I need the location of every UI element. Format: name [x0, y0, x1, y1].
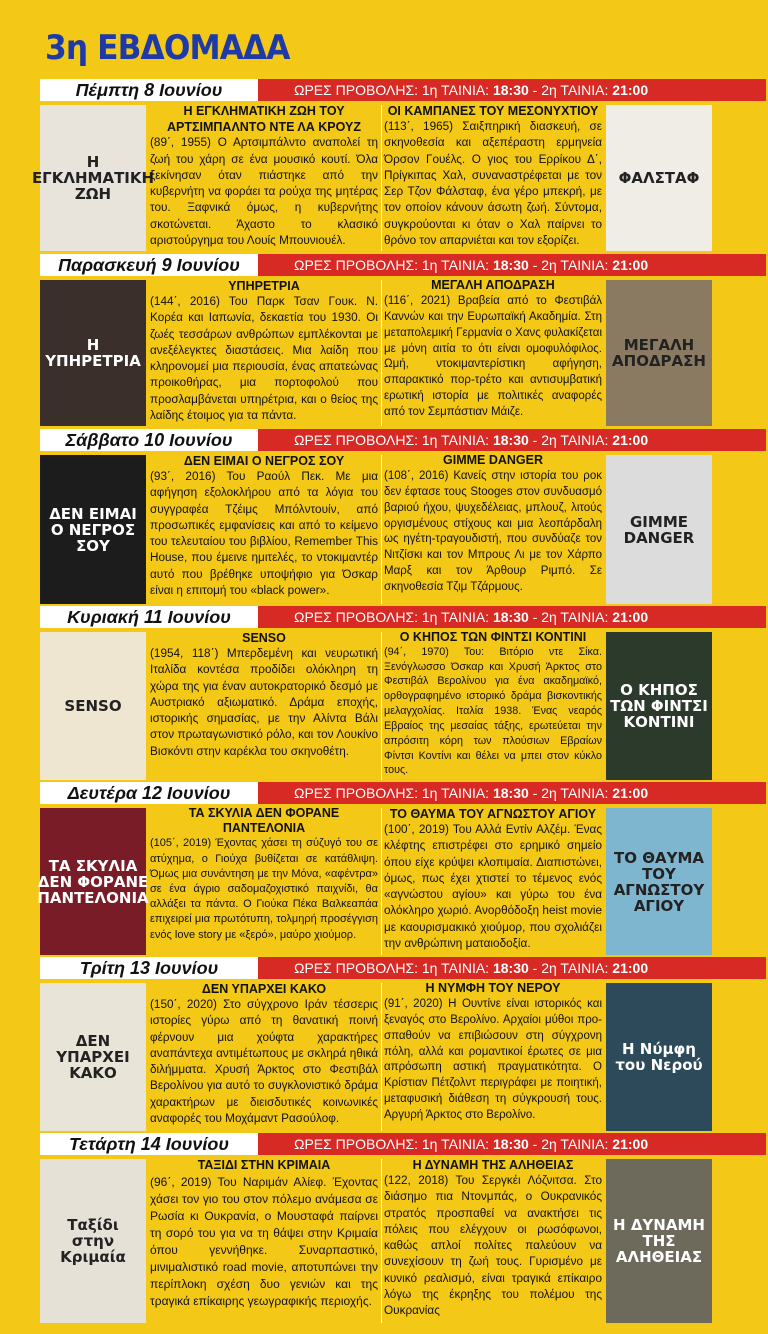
showtimes-prefix: ΩΡΕΣ ΠΡΟΒΟΛΗΣ: 1η ΤΑΙΝΙΑ: [294, 609, 493, 625]
showtimes [258, 1133, 766, 1155]
showtimes-prefix: ΩΡΕΣ ΠΡΟΒΟΛΗΣ: 1η ΤΑΙΝΙΑ: [294, 785, 493, 801]
showtimes [258, 957, 766, 979]
film-poster [606, 455, 712, 604]
showtime-second: 21:00 [612, 257, 649, 273]
film-description: (105΄, 2019) Έχοντας χάσει τη σύζυγό του σε ατύχημα, ο Γιούχα βυθίζεται σε κατάθλιψη. Όμως μια συνάντηση με την Μόνα, «αφέντρα» σε ένα άγριο σαδομαζοχιστικό παιχνίδι, θα αλλάξει τα πάντα. Ο Γιούκα Πέκα Βαλκεαπάα επιχειρεί μια πρωτότυπη, τολμηρή προσέγγιση ενός love story με «ξερό», μαύρο χιούμορ. [150, 837, 378, 941]
film-title: GIMME DANGER [443, 453, 543, 467]
poster-title: ΔΕΝ ΕΙΜΑΙ Ο ΝΕΓΡΟΣ ΣΟΥ [49, 504, 137, 555]
showtimes-mid: - 2η ΤΑΙΝΙΑ: [528, 1136, 613, 1152]
film-description: (91΄, 2020) Η Ουντίνε είναι ιστορικός και ξεναγός στο Βερολίνο. Αρχαίοι μύθοι προ-σπαθούν να επιβιώσουν στη σύγχρονη πόλη, αλλά και ρομαντικοί έρωτες σε μια απρόσωπη αστική πραγματικότητα. Ο Κρίστιαν Πέτζολντ περιγράφει με ποιητική, μεταφυσική διάθεση τη σύγκρουσή τους. Αργυρή Άρκτος στο Βερολίνο. [384, 997, 602, 1121]
film-description: (122, 2018) Του Σεργκέι Λόζνιτσα. Στο διάσημο πια Ντονμπάς, ο Ουκρανικός στρατός προσπαθεί να ανακτήσει τις πόλεις που ελέγχουν οι ρωσόφωνοι, καθώς απλοί πολίτες παλεύουν να συνεχίσουν τη ζωή τους. Γυρισμένο με κυνικό ρεαλισμό, είναι τραγικά επίκαιρο λόγω της έκρηξης του πολέμου της Ουκρανίας [384, 1174, 602, 1317]
film-poster [37, 808, 149, 955]
film-description: (116΄, 2021) Βραβεία από το Φεστιβάλ Καννών και την Ευρωπαϊκή Ακαδημία. Στη μεταπολεμική Γερμανία ο Χανς φυλακίζεται με μόνη αιτία το ότι είναι ομοφυλόφιλος. Ωμή, ντοκιμαντερίστικη αφήγηση, σπαρακτικό πορ-τρέτο και αντισυμβατική ερωτική ιστορία με πολιτικές αναφορές από τον Σεμπάστιαν Μάιζε. [384, 294, 603, 418]
film-poster [606, 105, 712, 251]
poster-title: ΔΕΝ ΥΠΑΡΧΕΙ ΚΑΚΟ [56, 1032, 130, 1082]
film-title: SENSO [242, 631, 286, 645]
day-section [40, 254, 766, 428]
poster-title: ΤΑ ΣΚΥΛΙΑ ΔΕΝ ΦΟΡΑΝΕ ΠΑΝΤΕΛΟΝΙΑ [37, 856, 149, 907]
showtime-first: 18:30 [492, 609, 529, 625]
film-poster [606, 632, 712, 780]
poster-title: ΜΕΓΑΛΗ ΑΠΟΔΡΑΣΗ [612, 336, 706, 370]
column-divider [381, 455, 382, 604]
film-title: ΟΙ ΚΑΜΠΑΝΕΣ ΤΟΥ ΜΕΣΟΝΥΧΤΙΟΥ [387, 104, 599, 118]
day-section [37, 782, 766, 957]
day-section [40, 957, 766, 1133]
film-description: (150΄, 2020) Στο σύγχρονο Ιράν τέσσερις ιστορίες γύρω από τη θανατική ποινή φέρνουν μια χούφτα χαρακτήρες αναπάντεχα αντιμέτωπους με σκληρά ηθικά διλήμματα. Χρυσή Άρκτος στο Φεστιβάλ Βερολίνου για αυτό το συγκλονιστικό δράμα χαρακτήρων με διεισδυτικές κοινωνικές αναφορές του Μοχάμαντ Ρασούλοφ. [150, 998, 378, 1125]
showtime-second: 21:00 [612, 82, 649, 98]
poster-title: Η ΔΥΝΑΜΗ ΤΗΣ ΑΛΗΘΕΙΑΣ [613, 1216, 705, 1266]
film-poster [40, 983, 146, 1131]
day-body [40, 451, 766, 606]
showtimes-prefix: ΩΡΕΣ ΠΡΟΒΟΛΗΣ: 1η ΤΑΙΝΙΑ: [294, 82, 493, 98]
column-divider [381, 280, 382, 426]
showtimes-mid: - 2η ΤΑΙΝΙΑ: [528, 257, 613, 273]
film-description: (96΄, 2019) Του Ναριμάν Αλίεφ. Έχοντας χάσει τον γιο του στον πόλεμο ανάμεσα σε Ρωσία κι Ουκρανία, ο Μουσταφά παίρνει τη σορό του για να τη θάψει στην Κριμαία όπου γεννήθηκε. Συναρπαστικό, μινιμαλιστικό road movie, αποτυπώνει την περίπλοκη σχέση δυο γενιών και της τραγικά επίκαιρης γεωγραφικής περιοχής. [150, 1175, 378, 1308]
poster-title: Ο ΚΗΠΟΣ ΤΩΝ ΦΙΝΤΣΙ ΚΟΝΤΙΝΙ [610, 681, 708, 731]
film-entry [384, 1157, 602, 1321]
showtimes [258, 782, 766, 804]
film-poster [40, 1159, 146, 1323]
showtimes [258, 79, 766, 101]
film-description: (93΄, 2016) Του Ραούλ Πεκ. Με μια αφήγηση εξολοκλήρου από τα λόγια του συγγραφέα Τζέιμς Μπόλντουίν, από προσωπικές εμφανίσεις και από το κείμενο του τελευταίου του βιβλίου, Remember This House, που έμεινε ημιτελές, το ντοκιμαντέρ αυτό που βρέθηκε υποψήφιο για Όσκαρ είναι η επιτομή του «black power». [150, 470, 378, 597]
day-body [31, 101, 766, 253]
poster-title: GIMME DANGER [623, 512, 695, 547]
film-title: ΜΕΓΑΛΗ ΑΠΟΔΡΑΣΗ [431, 278, 555, 292]
showtime-second: 21:00 [612, 785, 649, 801]
film-title: ΤΑ ΣΚΥΛΙΑ ΔΕΝ ΦΟΡΑΝΕ ΠΑΝΤΕΛΟΝΙΑ [188, 806, 340, 836]
film-entry [384, 103, 602, 249]
poster-title: Η ΕΓΚΛΗΜΑΤΙΚΗ ΖΩΗ [31, 153, 155, 203]
film-poster [40, 280, 146, 426]
day-header [40, 957, 766, 979]
showtime-second: 21:00 [612, 432, 649, 448]
film-entry [384, 981, 602, 1129]
showtimes-mid: - 2η ΤΑΙΝΙΑ: [528, 609, 613, 625]
showtime-first: 18:30 [492, 82, 529, 98]
day-header [40, 429, 766, 451]
film-poster [606, 808, 712, 955]
showtimes-prefix: ΩΡΕΣ ΠΡΟΒΟΛΗΣ: 1η ΤΑΙΝΙΑ: [294, 960, 493, 976]
film-description: (113΄, 1965) Σαιξπηρική διασκευή, σε σκηνοθεσία και αξεπέραστη ερμηνεία Όρσον Γουέλς. Ο γιος του Ερρίκου Δ΄, Πρίγκιπας Χαλ, συναναστρέφεται με τον Σερ Τζον Φάλσταφ, ένα γέρο μπεκρή, με τον οποίον κάνουν άσωτη ζωή. Σύντομα, συγκρούονται κι όταν ο Χαλ παίρνει το θρόνο τον απαρνιέται και τον εξορίζει. [384, 120, 602, 247]
film-poster [606, 1159, 712, 1323]
showtime-first: 18:30 [492, 257, 529, 273]
showtimes-mid: - 2η ΤΑΙΝΙΑ: [528, 82, 613, 98]
film-entry [384, 278, 602, 424]
film-title: Η ΕΓΚΛΗΜΑΤΙΚΗ ΖΩΗ ΤΟΥ ΑΡΤΣΙΜΠΑΛΝΤΟ ΝΤΕ ΛΑ ΚΡΟΥΖ [167, 104, 361, 135]
film-title: ΔΕΝ ΕΙΜΑΙ Ο ΝΕΓΡΟΣ ΣΟΥ [183, 454, 345, 468]
day-section [40, 606, 766, 782]
day-name: Πέμπτη 8 Ιουνίου [40, 79, 258, 101]
film-title: Η ΔΥΝΑΜΗ ΤΗΣ ΑΛΗΘΕΙΑΣ [412, 1158, 574, 1172]
day-section [40, 429, 766, 606]
showtime-first: 18:30 [492, 1136, 529, 1152]
day-name: Τετάρτη 14 Ιουνίου [40, 1133, 258, 1155]
day-body [40, 276, 766, 428]
film-poster [40, 632, 146, 780]
showtime-first: 18:30 [492, 432, 529, 448]
poster-title: Η ΥΠΗΡΕΤΡΙΑ [45, 336, 141, 370]
showtime-first: 18:30 [492, 785, 529, 801]
day-header [40, 606, 766, 628]
day-header [40, 79, 766, 101]
day-header [40, 782, 766, 804]
film-entry [384, 630, 602, 778]
showtimes-mid: - 2η ΤΑΙΝΙΑ: [528, 432, 613, 448]
week-title: 3η ΕΒΔΟΜΑΔΑ [45, 28, 290, 68]
column-divider [381, 1159, 382, 1323]
poster-title: ΦΑΛΣΤΑΦ [618, 169, 700, 187]
day-name: Σάββατο 10 Ιουνίου [40, 429, 258, 451]
day-section [40, 1133, 766, 1325]
film-title: Ο ΚΗΠΟΣ ΤΩΝ ΦΙΝΤΣΙ ΚΟΝΤΙΝΙ [399, 630, 587, 644]
showtimes [258, 429, 766, 451]
showtimes [258, 254, 766, 276]
poster-title: Ταξίδι στην Κριμαία [60, 1216, 126, 1266]
day-body [37, 804, 766, 957]
film-title: ΤΑΞΙΔΙ ΣΤΗΝ ΚΡΙΜΑΙΑ [197, 1158, 331, 1172]
showtimes [258, 606, 766, 628]
day-body [40, 628, 766, 782]
film-entry [384, 806, 602, 953]
film-title: ΤΟ ΘΑΥΜΑ ΤΟΥ ΑΓΝΩΣΤΟΥ ΑΓΙΟΥ [389, 807, 597, 821]
film-entry [150, 103, 378, 249]
day-name: Κυριακή 11 Ιουνίου [40, 606, 258, 628]
film-description: (89΄, 1955) Ο Αρτσιμπάλντο αναπολεί τη ζωή του χάρη σε ένα μουσικό κουτί. Όλα ξεκίνησαν όταν πιάστηκε από την κυβερνήτη να φοράει τα ρούχα της μητέρας του. Ξαφνικά όμως, η κυβερνήτης σκοτώνεται. Άχαστο το κλασικό αριστούργημα του Λουίς Μπουνιουέλ. [150, 136, 378, 247]
showtimes-prefix: ΩΡΕΣ ΠΡΟΒΟΛΗΣ: 1η ΤΑΙΝΙΑ: [294, 432, 493, 448]
showtimes-prefix: ΩΡΕΣ ΠΡΟΒΟΛΗΣ: 1η ΤΑΙΝΙΑ: [294, 257, 493, 273]
film-poster [606, 983, 712, 1131]
film-entry [384, 453, 602, 602]
film-entry [150, 278, 378, 424]
film-entry [150, 453, 378, 602]
showtime-first: 18:30 [492, 960, 529, 976]
film-poster [40, 455, 146, 604]
showtimes-mid: - 2η ΤΑΙΝΙΑ: [528, 960, 613, 976]
film-description: (108΄, 2016) Κανείς στην ιστορία του ροκ δεν έφτασε τους Stooges στον συνδυασμό βαριού ήχου, ψυχεδέλειας, μπλουζ, λιτούς οργισμένους στίχους και μια λεοπάρδαλη ως ηγέτη-τραγουδιστή, που συνδύαζε τον Νιτζίσκι και τον Μπρους Λι με τον Χάρπο Μαρξ και τον Άρθουρ Ριμπό. Σε σκηνοθεσία Τζιμ Τζάρμους. [384, 469, 602, 593]
film-description: (94΄, 1970) Του: Βιτόριο ντε Σίκα. Ξενόγλωσσο Όσκαρ και Χρυσή Άρκτος στο Φεστιβάλ Βερολίνου για ένα ακαδημαϊκό, ορθογραφημένο ιστορικό δράμα βισκοντικής μελαγχολίας. Ιταλία 1938. Ένας νεαρός Εβραίος της μεσαίας τάξης, ερωτεύεται την απρόσιτη κόρη των πλούσιων Εβραίων Φίντσι Κοντίνι και θέλει να μπει στον κύκλο τους. [384, 645, 602, 777]
day-header [40, 1133, 766, 1155]
day-header [40, 254, 766, 276]
film-title: ΥΠΗΡΕΤΡΙΑ [228, 279, 300, 293]
film-description: (144΄, 2016) Του Παρκ Τσαν Γουκ. Ν. Κορέα και Ιαπωνία, δεκαετία του 1930. Οι ζωές τεσσάρων ανθρώπων εμπλέκονται με ανεξέλεγκτες διαστάσεις. Μια λαίδη που κληρονομεί μια περιουσία, ένας απατεώνας προικοθήρας, μια πορτοφολού που προσλαμβάνεται υπηρέτρια, και ο θείος της λαίδης έτοιμος για τα πάντα. [150, 295, 378, 422]
showtimes-prefix: ΩΡΕΣ ΠΡΟΒΟΛΗΣ: 1η ΤΑΙΝΙΑ: [294, 1136, 493, 1152]
showtime-second: 21:00 [612, 1136, 649, 1152]
column-divider [381, 105, 382, 251]
showtimes-mid: - 2η ΤΑΙΝΙΑ: [528, 785, 613, 801]
poster-title: Η Νύμφη του Νερού [615, 1040, 703, 1074]
day-body [40, 1155, 766, 1325]
day-name: Παρασκευή 9 Ιουνίου [40, 254, 258, 276]
showtime-second: 21:00 [612, 960, 649, 976]
film-poster [31, 105, 155, 251]
film-entry [150, 806, 378, 953]
day-section [31, 79, 766, 253]
film-entry [150, 630, 378, 778]
day-name: Τρίτη 13 Ιουνίου [40, 957, 258, 979]
day-body [40, 979, 766, 1133]
column-divider [381, 632, 382, 780]
film-entry [150, 981, 378, 1129]
column-divider [381, 808, 382, 955]
column-divider [381, 983, 382, 1131]
film-title: ΔΕΝ ΥΠΑΡΧΕΙ ΚΑΚΟ [201, 982, 327, 996]
day-name: Δευτέρα 12 Ιουνίου [40, 782, 258, 804]
film-description: (1954, 118΄) Μπερδεμένη και νευρωτική Ιταλίδα κοντέσα προδίδει ολόκληρη τη χώρα της για έναν αυτοκρατορικό δεσμό με Αυστριακό αξιωματικό. Δράμα εποχής, ιστορικής σημασίας, με την Αλίντα Βάλι στον πρωταγωνιστικό ρόλο, και τον Λουκίνο Βισκόντι στην καρέκλα του σκηνοθέτη. [150, 647, 378, 758]
film-entry [150, 1157, 378, 1321]
showtime-second: 21:00 [612, 609, 649, 625]
poster-title: SENSO [64, 697, 122, 715]
poster-title: ΤΟ ΘΑΥΜΑ ΤΟΥ ΑΓΝΩΣΤΟΥ ΑΓΙΟΥ [613, 848, 705, 915]
film-description: (100΄, 2019) Του Αλλά Εντίν Αλζέμ. Ένας κλέφτης επιστρέφει στο ερημικό σημείο όπου είχε κρύψει κλοπιμαία. Διαπιστώνει, όμως, πως έχει χτιστεί το τέμενος ενός «αγνώστου αγίου» και γύρω του ένα ολόκληρο χωριό. Ανορθόδοξη heist movie με καουρισμακικό χιούμορ, που σχολιάζει την ανθρώπινη ματαιοδοξία. [384, 823, 602, 950]
film-poster [606, 280, 712, 426]
film-title: Η ΝΥΜΦΗ ΤΟΥ ΝΕΡΟΥ [425, 981, 561, 995]
